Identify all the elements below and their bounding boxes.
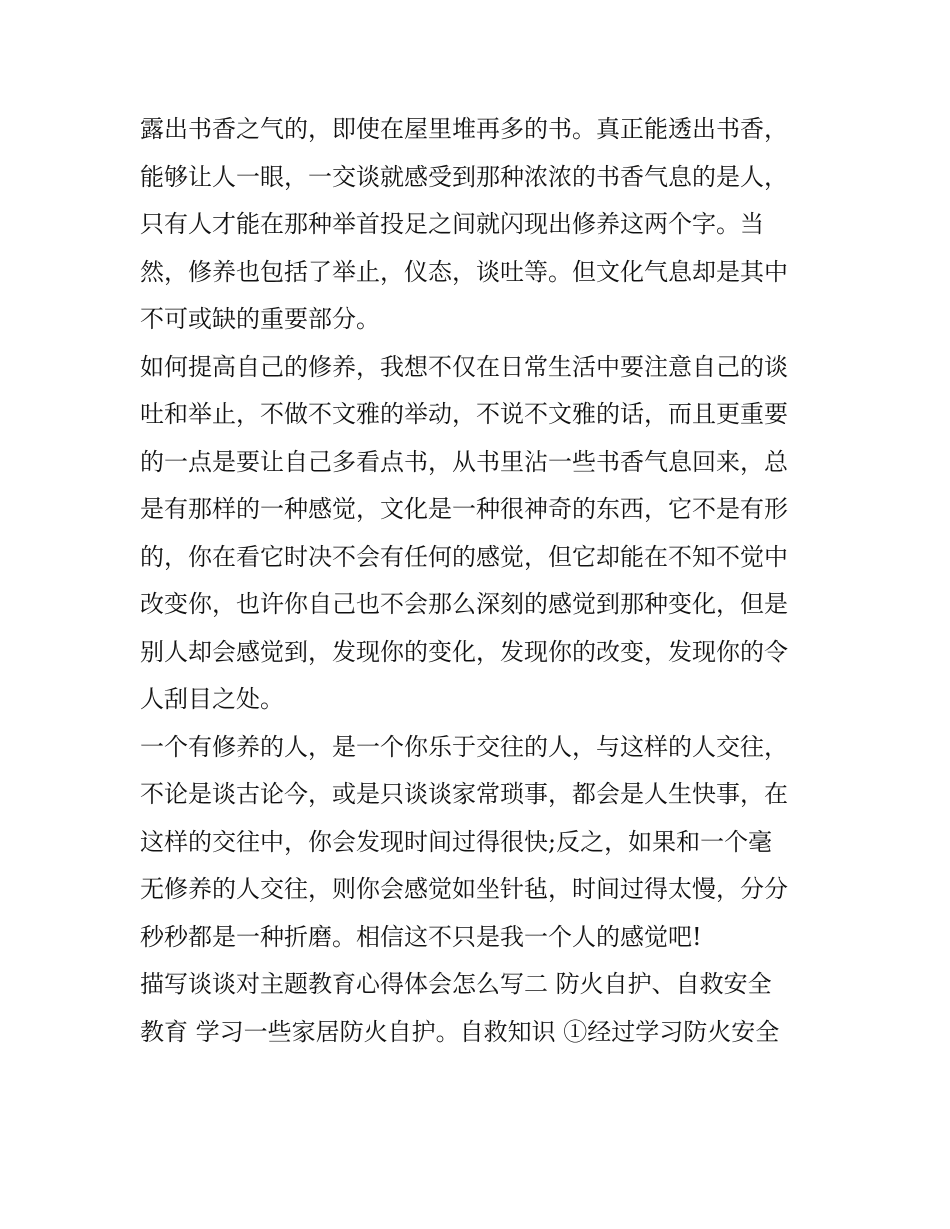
text-line: 一个有修养的人，是一个你乐于交往的人，与这样的人交往， (140, 732, 788, 761)
text-line: 如何提高自己的修养，我想不仅在日常生活中要注意自己的谈 (140, 352, 788, 381)
text-line: 这样的交往中，你会发现时间过得很快;反之，如果和一个毫 (140, 827, 773, 856)
text-line: 描写谈谈对主题教育心得体会怎么写二 防火自护、自救安全 (140, 970, 772, 998)
text-line: 教育 学习一些家居防火自护。自救知识 ①经过学习防火安全 (140, 1017, 780, 1046)
text-line: 吐和举止，不做不文雅的举动，不说不文雅的话，而且更重要 (140, 400, 788, 428)
document-body (140, 106, 815, 1056)
text-line: 人刮目之处。 (140, 685, 284, 713)
text-line: 改变你，也许你自己也不会那么深刻的感觉到那种变化，但是 (140, 590, 788, 618)
text-line: 别人却会感觉到，发现你的变化，发现你的改变，发现你的令 (140, 637, 788, 666)
text-line: 能够让人一眼，一交谈就感受到那种浓浓的书香气息的是人， (140, 162, 788, 191)
text-line: 不可或缺的重要部分。 (140, 305, 380, 333)
text-line: 的一点是要让自己多看点书，从书里沾一些书香气息回来，总 (140, 447, 788, 476)
text-line: 无修养的人交往，则你会感觉如坐针毡，时间过得太慢，分分 (140, 875, 788, 903)
text-line: 的，你在看它时决不会有任何的感觉，但它却能在不知不觉中 (140, 542, 788, 571)
text-line: 然，修养也包括了举止，仪态，谈吐等。但文化气息却是其中 (140, 257, 788, 286)
text-line: 露出书香之气的，即使在屋里堆再多的书。真正能透出书香， (140, 115, 788, 143)
text-line: 是有那样的一种感觉，文化是一种很神奇的东西，它不是有形 (140, 495, 788, 523)
text-line: 只有人才能在那种举首投足之间就闪现出修养这两个字。当 (140, 210, 764, 238)
text-line: 不论是谈古论今，或是只谈谈家常琐事，都会是人生快事，在 (140, 780, 788, 808)
text-line: 秒秒都是一种折磨。相信这不只是我一个人的感觉吧! (140, 922, 702, 951)
